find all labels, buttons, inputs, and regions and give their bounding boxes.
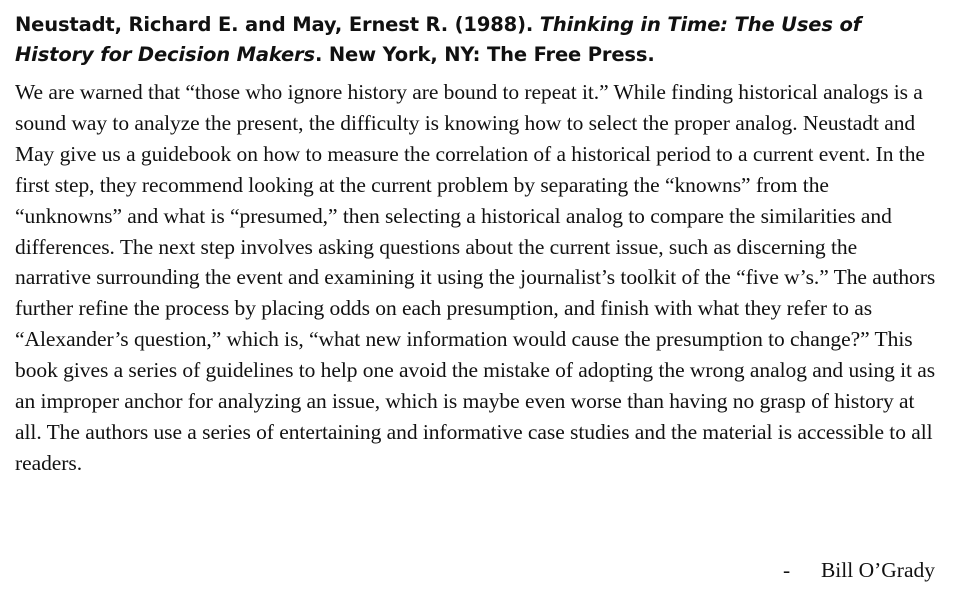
citation-publication: . New York, NY: The Free Press. — [314, 43, 655, 66]
citation-authors-year: Neustadt, Richard E. and May, Ernest R. (1988). — [15, 13, 534, 36]
review-paragraph: We are warned that “those who ignore history are bound to repeat it.” While finding historical analogs is a sound way to analyze the present, the difficulty is knowing how to select the proper analog. Neustadt and May give us a guidebook on how to measure the correlation of a historical period to a current event. In the first step, they recommend looking at the current problem by separating the “knowns” from the “unknowns” and what is “presumed,” then selecting a historical analog to compare the similarities and differences. The next step involves asking questions about the current issue, such as discerning the narrative surrounding the event and examining it using the journalist’s toolkit of the “five w’s.” The authors further refine the process by placing odds on each presumption, and finish with what they refer to as “Alexander’s question,” which is, “what new information would cause the presumption to change?” This book gives a series of guidelines to help one avoid the mistake of adopting the wrong analog and using it as an improper anchor for analyzing an issue, which is maybe even worse than having no grasp of history at all. The authors use a series of entertaining and informative case studies and the material is accessible to all readers. — [15, 80, 936, 475]
signature-dash: - — [782, 558, 791, 582]
citation-book-title: Thinking in Time: The Uses of History for Decision Makers — [15, 13, 862, 66]
signature — [783, 555, 935, 585]
citation — [15, 10, 938, 70]
signature-name: Bill O’Grady — [820, 558, 935, 582]
